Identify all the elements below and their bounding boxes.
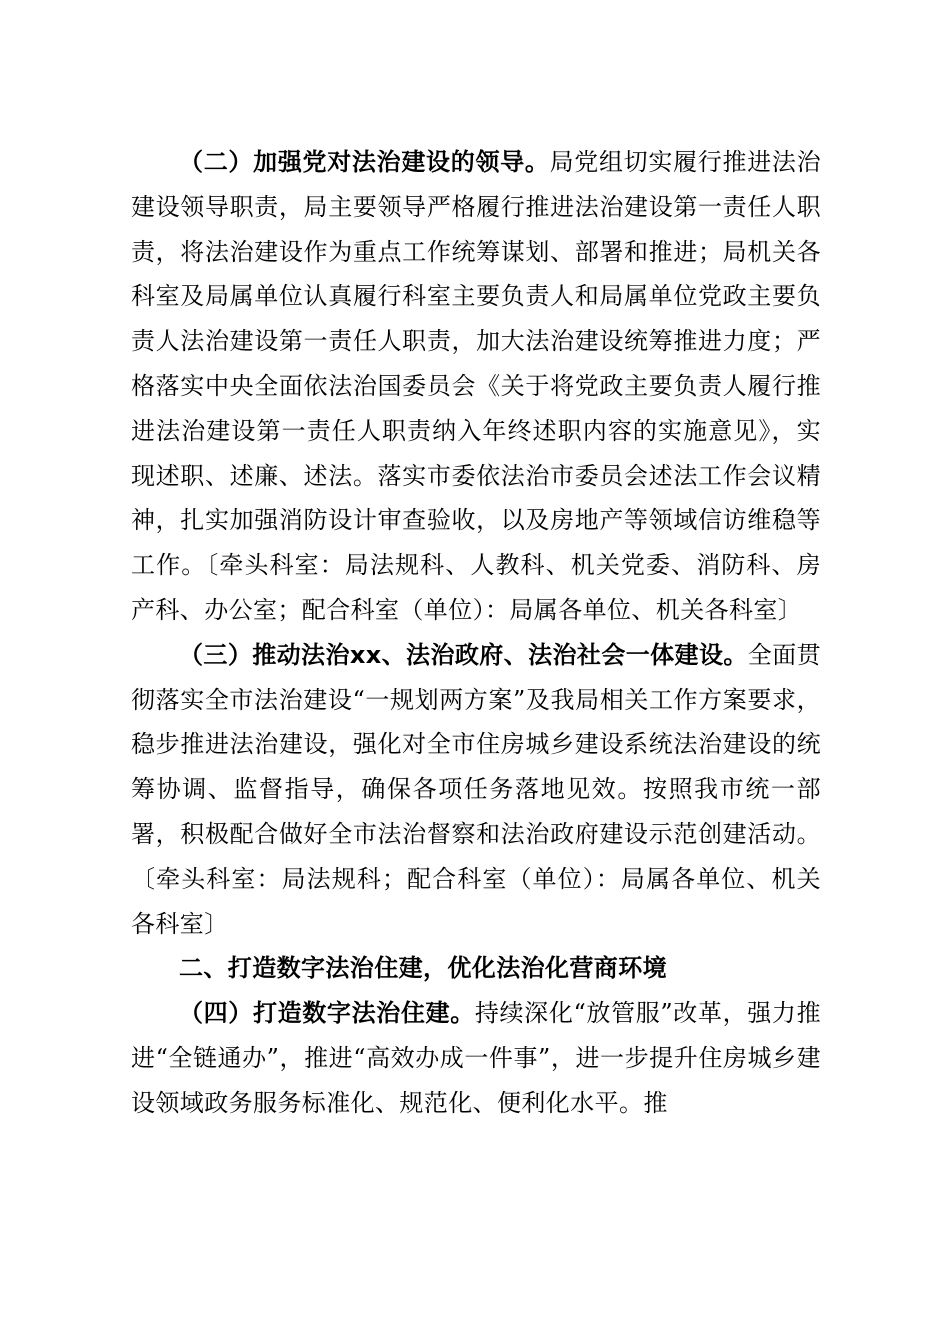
paragraph-body: 全面贯彻落实全市法治建设“一规划两方案”及我局相关工作方案要求，稳步推进法治建设，强化对全市住房城乡建设系统法治建设的统筹协调、监督指导，确保各项任务落地见效。按照我市统一部署，积极配合做好全市法治督察和法治政府建设示范创建活动。〔牵头科室：局法规科；配合科室（单位）：局属各单位、机关各科室〕 <box>131 640 821 938</box>
paragraph-lead: （四）打造数字法治住建。 <box>179 999 475 1028</box>
paragraph-strengthen-party-leadership <box>131 140 821 633</box>
paragraph-body: 局党组切实履行推进法治建设领导职责，局主要领导严格履行推进法治建设第一责任人职责，将法治建设作为重点工作统筹谋划、部署和推进；局机关各科室及局属单位认真履行科室主要负责人和局属单位党政主要负责人法治建设第一责任人职责，加大法治建设统筹推进力度；严格落实中央全面依法治国委员会《关于将党政主要负责人履行推进法治建设第一责任人职责纳入年终述职内容的实施意见》，实现述职、述廉、述法。落实市委依法治市委员会述法工作会议精神，扎实加强消防设计审查验收，以及房地产等领域信访维稳等工作。〔牵头科室：局法规科、人教科、机关党委、消防科、房产科、办公室；配合科室（单位）：局属各单位、机关各科室〕 <box>131 148 821 624</box>
section-heading: 二、打造数字法治住建，优化法治化营商环境 <box>179 954 667 983</box>
paragraph-integrated-rule-of-law <box>131 633 821 947</box>
paragraph-lead: （二）加强党对法治建设的领导。 <box>179 148 550 176</box>
document-page <box>131 140 821 1126</box>
paragraph-body: 持续深化“放管服”改革，强力推进“全链通办”，推进“高效办成一件事”，进一步提升住房城乡建设领域政务服务标准化、规范化、便利化水平。推 <box>131 999 821 1117</box>
paragraph-lead: （三）推动法治xx、法治政府、法治社会一体建设。 <box>179 640 748 669</box>
paragraph-digital-rule-of-law <box>131 991 821 1125</box>
